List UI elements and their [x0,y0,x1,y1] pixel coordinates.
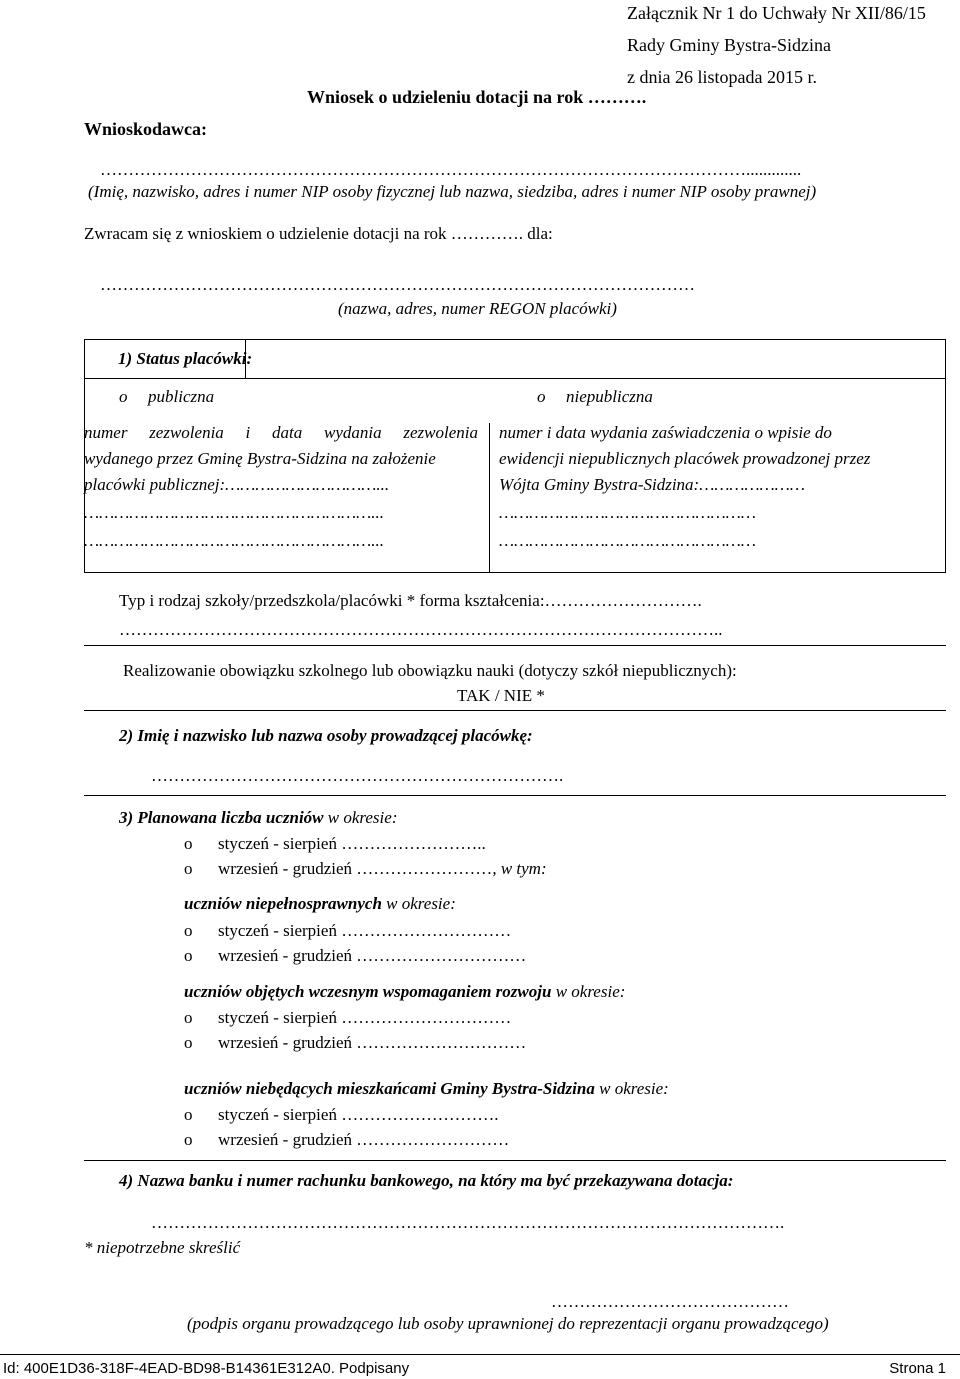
total-period-2 [218,859,547,879]
applicant-caption: (Imię, nazwisko, adres i numer NIP osoby fizycznej lub nazwa, siedziba, adres i numer NIP osoby prawnej) [88,182,817,201]
annex-line-3: z dnia 26 listopada 2015 r. [627,67,817,87]
group-2-bullet-1[interactable]: o [184,1008,193,1027]
section3-heading [119,808,397,828]
divider-3 [84,795,946,796]
group-1-bullet-1[interactable]: o [184,921,193,940]
annex-line-2: Rady Gminy Bystra-Sidzina [627,35,831,55]
public-bullet[interactable]: o [119,387,128,406]
group-2-item-2: wrzesień - grudzień ………………………… [218,1033,527,1052]
section4-dots: …………………………………………………………………………………………………. [151,1213,785,1232]
footer-id: Id: 400E1D36-318F-4EAD-BD98-B14361E312A0. Podpisany [3,1360,410,1377]
group-1-title-rest: w okresie: [381,894,456,913]
obligation-line-1: Realizowanie obowiązku szkolnego lub obowiązku nauki (dotyczy szkół niepublicznych): [123,661,737,680]
group-1-bullet-2[interactable]: o [184,946,193,965]
footer-page-number: Strona 1 [889,1360,946,1377]
group-2-bullet-2[interactable]: o [184,1033,193,1052]
group-1-title-bold: uczniów niepełnosprawnych [184,894,382,913]
request-line: Zwracam się z wnioskiem o udzielenie dotacji na rok …………. dla: [84,224,553,243]
group-3-title [184,1079,669,1099]
group-3-item-2: wrzesień - grudzień ……………………… [218,1130,510,1149]
group-3-title-bold: uczniów niebędących mieszkańcami Gminy Bystra-Sidzina [184,1079,595,1098]
signature-dots: …………………………………… [551,1292,789,1311]
document-title: Wniosek o udzieleniu dotacji na rok ………. [307,87,647,107]
section1-heading: 1) Status placówki: [118,349,253,368]
group-3-bullet-1[interactable]: o [184,1105,193,1124]
group-3-title-rest: w okresie: [594,1079,669,1098]
public-line-5: …………………………………………………... [84,531,384,550]
footer-rule [0,1354,960,1355]
nonpublic-line-5: …………………………………………… [499,531,756,550]
place-caption: (nazwa, adres, numer REGON placówki) [338,299,617,318]
status-heading-divider [84,378,946,379]
nonpublic-line-1: numer i data wydania zaświadczenia o wpisie do [499,423,832,442]
nonpublic-line-4: …………………………………………… [499,503,756,522]
divider-2 [84,710,946,711]
group-1-item-2: wrzesień - grudzień ………………………… [218,946,527,965]
total-bullet-1[interactable]: o [184,834,193,853]
section2-heading: 2) Imię i nazwisko lub nazwa osoby prowadzącej placówkę: [119,726,533,745]
divider-4 [84,1160,946,1161]
place-dots: …………………………………………………………………………………………… [100,275,695,294]
total-period-2-suffix: , w tym: [492,859,547,878]
school-type-line-1: Typ i rodzaj szkoły/przedszkola/placówki * forma kształcenia:………………………. [119,591,702,610]
group-1-title [184,894,456,914]
group-2-title-rest: w okresie: [551,982,626,1001]
public-line-2: wydanego przez Gminę Bystra-Sidzina na założenie [84,449,436,468]
group-2-title [184,982,625,1002]
section2-dots: ………………………………………………………………. [151,766,564,785]
nonpublic-label: niepubliczna [566,387,653,406]
signature-caption: (podpis organu prowadzącego lub osoby uprawnionej do reprezentacji organu prowadzącego) [187,1314,829,1333]
total-period-2-text: wrzesień - grudzień …………………… [218,859,493,878]
footnote: * niepotrzebne skreślić [84,1238,241,1257]
public-label: publiczna [148,387,215,406]
section4-heading: 4) Nazwa banku i numer rachunku bankowego, na który ma być przekazywana dotacja: [119,1171,734,1190]
public-line-3: placówki publicznej:…………………………... [84,475,390,494]
school-type-line-2: …………………………………………………………………………………………….. [119,620,723,639]
public-line-1: numer zezwolenia i data wydania zezwolenia [84,423,478,442]
applicant-label: Wnioskodawca: [84,119,208,139]
divider-1 [84,645,946,646]
nonpublic-bullet[interactable]: o [537,387,546,406]
public-line-4: …………………………………………………... [84,503,384,522]
section3-heading-bold: 3) Planowana liczba uczniów [119,808,324,827]
section3-heading-rest: w okresie: [323,808,398,827]
total-bullet-2[interactable]: o [184,859,193,878]
group-2-item-1: styczeń - sierpień ………………………… [218,1008,512,1027]
nonpublic-line-2: ewidencji niepublicznych placówek prowadzonej przez [499,449,871,468]
total-period-1: styczeń - sierpień …………………….. [218,834,486,853]
obligation-line-2: TAK / NIE * [457,686,545,705]
group-1-item-1: styczeń - sierpień ………………………… [218,921,512,940]
nonpublic-line-3: Wójta Gminy Bystra-Sidzina:………………… [499,475,806,494]
applicant-dots: ……………………………………………………………………………………………………............. [100,160,802,179]
annex-line-1: Załącznik Nr 1 do Uchwały Nr XII/86/15 [627,3,926,23]
group-3-bullet-2[interactable]: o [184,1130,193,1149]
group-3-item-1: styczeń - sierpień ………………………. [218,1105,499,1124]
group-2-title-bold: uczniów objętych wczesnym wspomaganiem rozwoju [184,982,552,1001]
status-column-divider [489,423,490,573]
